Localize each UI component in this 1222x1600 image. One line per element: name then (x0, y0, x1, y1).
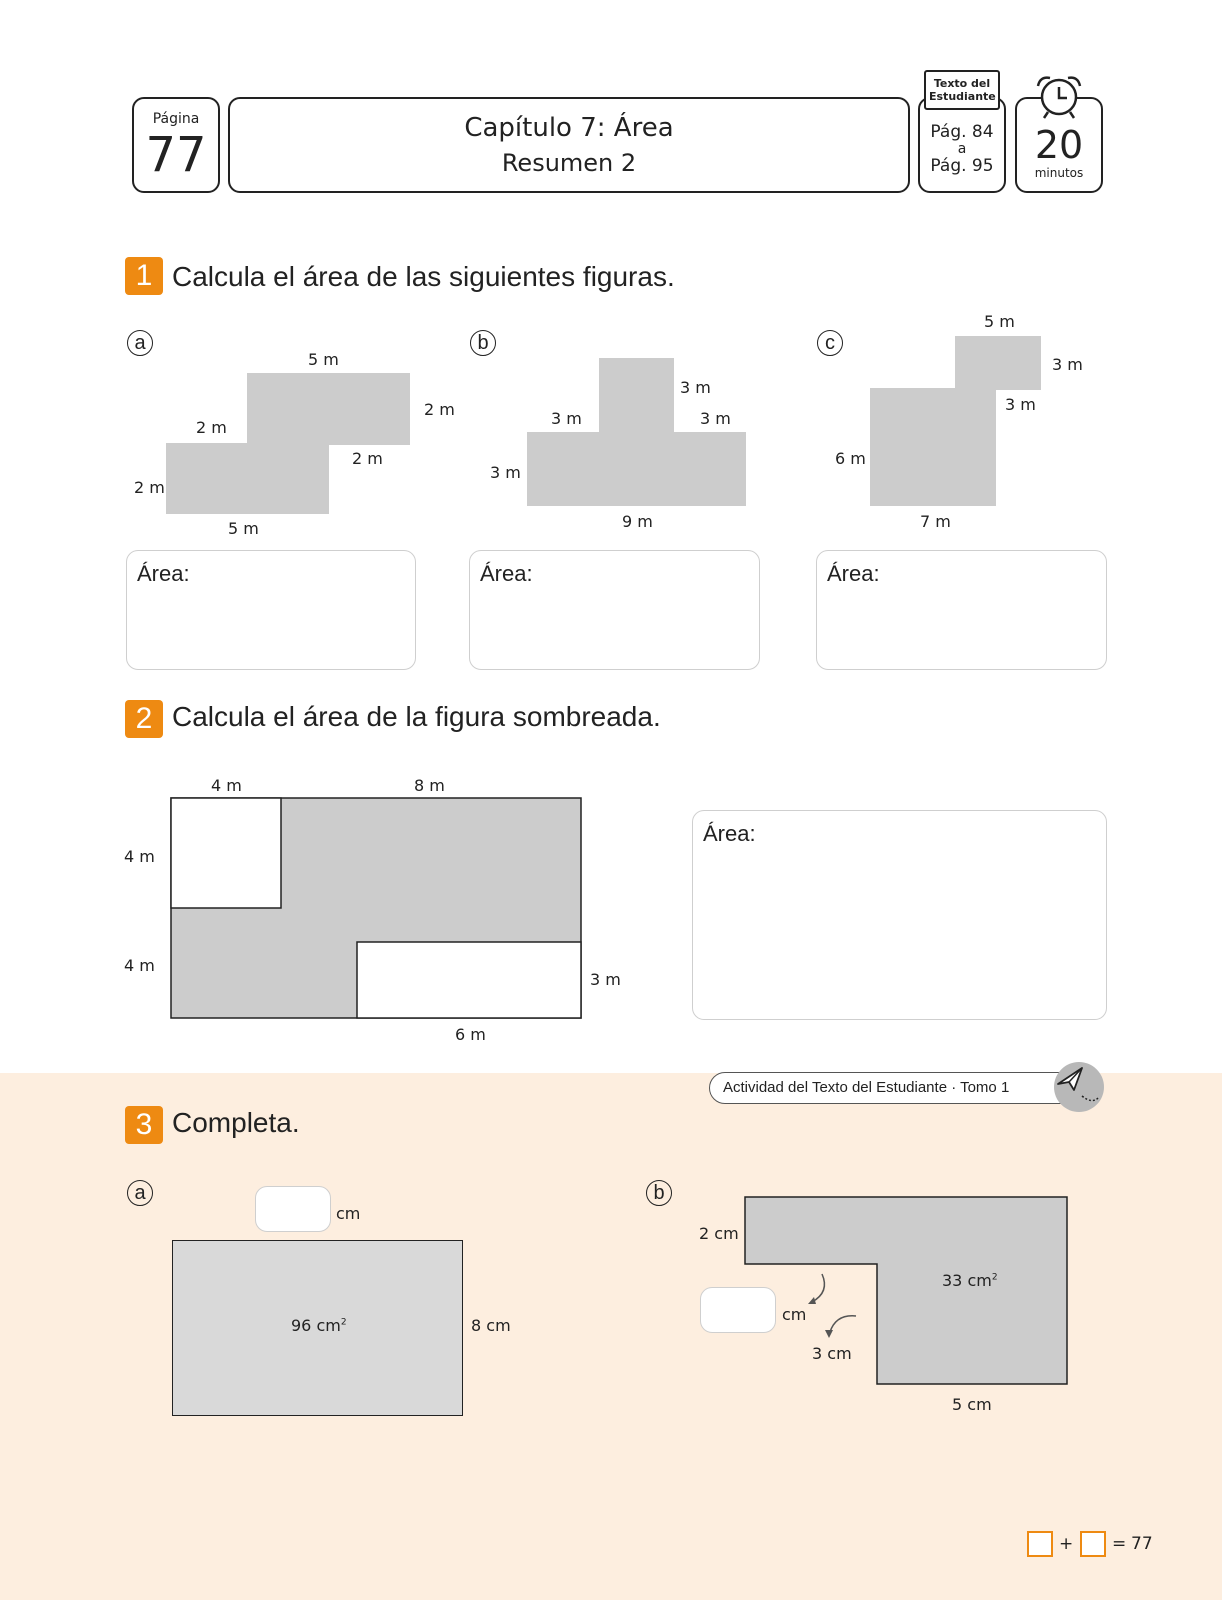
q1a-label-left: 2 m (134, 478, 165, 497)
q1c-label-step: 3 m (1005, 395, 1036, 414)
q1b-label-bottom: 9 m (622, 512, 653, 531)
q3b-l-shape (744, 1196, 1070, 1386)
q1a-shape-bottom (166, 443, 329, 514)
q3b-letter: b (646, 1180, 672, 1206)
q2-answer-box[interactable] (692, 810, 1107, 1020)
q1-title: Calcula el área de las siguientes figuras. (172, 261, 675, 292)
q2-label-left-bottom: 4 m (124, 956, 155, 975)
area-label: Área: (480, 561, 533, 586)
q1a-label-top: 5 m (308, 350, 339, 369)
footer-blank-1[interactable] (1027, 1531, 1053, 1557)
q2-shaded-figure (170, 797, 584, 1021)
q3b-area-value: 33 cm (942, 1271, 992, 1290)
q2-label-left-top: 4 m (124, 847, 155, 866)
activity-banner (709, 1072, 1079, 1104)
q1b-answer-box[interactable] (469, 550, 760, 670)
q1c-answer-box[interactable] (816, 550, 1107, 670)
q3a-letter: a (127, 1180, 153, 1206)
activity-banner-text: Actividad del Texto del Estudiante · Tomo 1 (723, 1079, 1010, 1096)
q1c-label-right: 3 m (1052, 355, 1083, 374)
minutes-value: 20 (1034, 123, 1084, 167)
area-label: Área: (703, 821, 756, 846)
time-value (1015, 124, 1103, 180)
q1b-letter: b (470, 330, 496, 356)
q2-label-bottom: 6 m (455, 1025, 486, 1044)
chapter-title-box (228, 97, 910, 193)
paper-plane-icon (1052, 1060, 1106, 1114)
area-label: Área: (137, 561, 190, 586)
q2-badge: 2 (125, 700, 163, 738)
q3b-arrows (800, 1270, 870, 1342)
q3b-area-exp: 2 (991, 1272, 998, 1283)
footer-total: 77 (1131, 1534, 1153, 1554)
q3b-notch-label: 3 cm (812, 1344, 852, 1363)
footer-blank-2[interactable] (1080, 1531, 1106, 1557)
q3a-answer-blank[interactable] (255, 1186, 331, 1232)
footer-equals: = (1112, 1534, 1127, 1554)
q3a-area-label (291, 1316, 347, 1335)
q1a-label-bottom: 5 m (228, 519, 259, 538)
q1-badge: 1 (125, 257, 163, 295)
q3a-side-label: 8 cm (471, 1316, 511, 1335)
q1c-shape-top (955, 336, 1041, 390)
page-label: Página (152, 111, 200, 127)
q1a-label-step-left: 2 m (196, 418, 227, 437)
q3b-label-top-left: 2 cm (699, 1224, 739, 1243)
q2-label-right: 3 m (590, 970, 621, 989)
chapter-subtitle: Resumen 2 (501, 149, 637, 177)
q1a-shape-top (247, 373, 410, 445)
q3a-area-value: 96 cm (291, 1316, 341, 1335)
q2-label-top-left: 4 m (211, 776, 242, 795)
q1b-label-top: 3 m (680, 378, 711, 397)
chapter-title: Capítulo 7: Área (464, 113, 674, 143)
book-icon (924, 70, 1000, 110)
q1c-label-bottom: 7 m (920, 512, 951, 531)
q1c-label-left: 6 m (835, 449, 866, 468)
q1b-label-left: 3 m (490, 463, 521, 482)
pages-to: Pág. 95 (930, 156, 994, 176)
q1b-label-step-right: 3 m (700, 409, 731, 428)
q2-title: Calcula el área de la figura sombreada. (172, 701, 661, 732)
q3a-area-exp: 2 (340, 1317, 347, 1328)
footer-plus: + (1059, 1534, 1074, 1554)
area-label: Área: (827, 561, 880, 586)
q3b-unit: cm (782, 1305, 807, 1324)
q3a-unit: cm (336, 1204, 361, 1223)
q3b-area-label (942, 1271, 998, 1290)
page-number-box (132, 97, 220, 193)
q3b-answer-blank[interactable] (700, 1287, 776, 1333)
q3-title: Completa. (172, 1107, 300, 1138)
q1b-shape-top (599, 358, 674, 434)
q1a-label-step-right: 2 m (352, 449, 383, 468)
q1b-label-step-left: 3 m (551, 409, 582, 428)
q1c-letter: c (817, 330, 843, 356)
page-number: 77 (145, 127, 207, 183)
q1b-shape-base (527, 432, 746, 506)
pages-connector: a (957, 141, 967, 157)
page-range (918, 122, 1006, 176)
q3-badge: 3 (125, 1106, 163, 1144)
q2-label-top-right: 8 m (414, 776, 445, 795)
q1a-label-right: 2 m (424, 400, 455, 419)
q1a-answer-box[interactable] (126, 550, 416, 670)
q1c-label-top: 5 m (984, 312, 1015, 331)
pages-from: Pág. 84 (930, 122, 994, 142)
minutes-label: minutos (1034, 166, 1084, 180)
book-label: Texto del Estudiante (929, 77, 996, 103)
q1c-shape-bottom (870, 388, 996, 506)
alarm-clock-icon (1032, 72, 1086, 122)
q3b-bottom-label: 5 cm (952, 1395, 992, 1414)
q1a-letter: a (127, 330, 153, 356)
